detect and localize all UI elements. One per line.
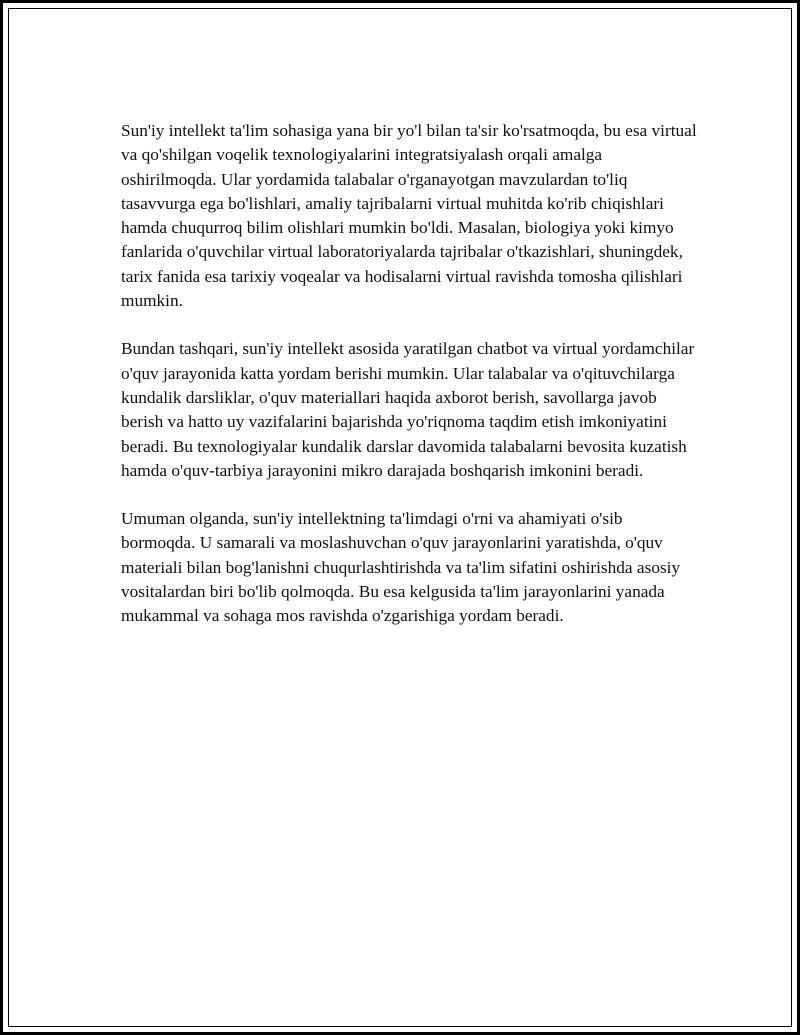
paragraph-1: Sun'iy intellekt ta'lim sohasiga yana bir yo'l bilan ta'sir ko'rsatmoqda, bu esa virtual va qo'shilgan voqelik texnologiyalarini integratsiyalash orqali amalga oshirilmoqda. Ular yordamida talabalar o'rganayotgan mavzulardan to'liq tasavvurga ega bo'lishlari, amaliy tajribalarni virtual muhitda ko'rib chiqishlari hamda chuqurroq bilim olishlari mumkin bo'ldi. Masalan, biologiya yoki kimyo fanlarida o'quvchilar virtual laboratoriyalarda tajribalar o'tkazishlari, shuningdek, tarix fanida esa tarixiy voqealar va hodisalarni virtual ravishda tomosha qilishlari mumkin. (121, 121, 697, 311)
paragraph-2: Bundan tashqari, sun'iy intellekt asosida yaratilgan chatbot va virtual yordamchilar o'quv jarayonida katta yordam berishi mumkin. Ular talabalar va o'qituvchilarga kundalik darsliklar, o'quv materiallari haqida axborot berish, savollarga javob berish va hatto uy vazifalarini bajarishda yo'riqnoma taqdim etish imkoniyatini beradi. Bu texnologiyalar kundalik darslar davomida talabalarni bevosita kuzatish hamda o'quv-tarbiya jarayonini mikro darajada boshqarish imkonini beradi. (121, 339, 695, 480)
paragraph-3: Umuman olganda, sun'iy intellektning ta'limdagi o'rni va ahamiyati o'sib bormoqda. U samarali va moslashuvchan o'quv jarayonlarini yaratishda, o'quv materiali bilan bog'lanishni chuqurlashtirishda va ta'lim sifatini oshirishda asosiy vositalardan biri bo'lib qolmoqda. Bu esa kelgusida ta'lim jarayonlarini yanada mukammal va sohaga mos ravishda o'zgarishiga yordam beradi. (121, 509, 681, 626)
document-body (121, 119, 701, 653)
